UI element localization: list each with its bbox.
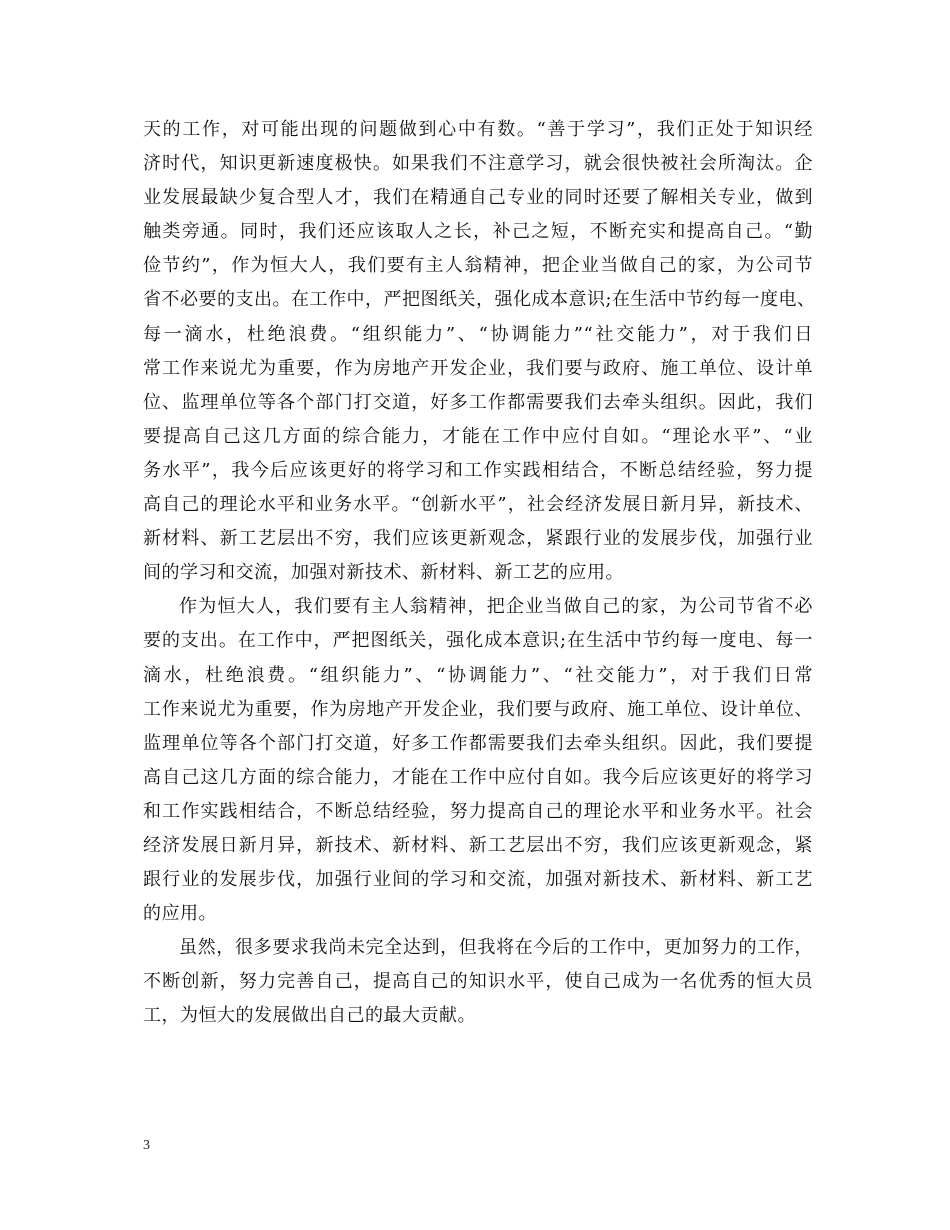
text-line: 的应用。 — [143, 903, 217, 925]
text-line: 监理单位等各个部门打交道，好多工作都需要我们去牵头组织。因此，我们要提 — [143, 732, 813, 754]
paragraph — [143, 931, 813, 1033]
text-line: 常工作来说尤为重要，作为房地产开发企业，我们要与政府、施工单位、设计单 — [143, 357, 813, 379]
paragraph — [143, 590, 813, 931]
text-line: 要提高自己这几方面的综合能力，才能在工作中应付自如。“理论水平”、“业 — [143, 425, 813, 447]
text-line: 虽然，很多要求我尚未完全达到，但我将在今后的工作中，更加努力的工作， — [179, 937, 813, 959]
text-line: 务水平”，我今后应该更好的将学习和工作实践相结合，不断总结经验，努力提 — [143, 459, 813, 481]
text-line: 高自己的理论水平和业务水平。“创新水平”，社会经济发展日新月异，新技术、 — [143, 494, 813, 516]
paragraph — [143, 113, 816, 590]
text-line: 高自己这几方面的综合能力，才能在工作中应付自如。我今后应该更好的将学习 — [143, 766, 813, 788]
text-line: 每一滴水，杜绝浪费。“组织能力”、“协调能力”“社交能力”，对于我们日 — [143, 323, 813, 345]
text-line: 和工作实践相结合，不断总结经验，努力提高自己的理论水平和业务水平。社会 — [143, 800, 813, 822]
text-line: 工，为恒大的发展做出自己的最大贡献。 — [143, 1005, 476, 1027]
text-line: 济时代，知识更新速度极快。如果我们不注意学习，就会很快被社会所淘汰。企 — [143, 153, 813, 175]
text-line: 新材料、新工艺层出不穷，我们应该更新观念，紧跟行业的发展步伐，加强行业 — [143, 528, 813, 550]
text-line: 工作来说尤为重要，作为房地产开发企业，我们要与政府、施工单位、设计单位、 — [143, 698, 813, 720]
text-line: 跟行业的发展步伐，加强行业间的学习和交流，加强对新技术、新材料、新工艺 — [143, 869, 813, 891]
text-line: 天的工作，对可能出现的问题做到心中有数。“善于学习”，我们正处于知识经 — [143, 119, 813, 140]
text-line: 要的支出。在工作中，严把图纸关，强化成本意识;在生活中节约每一度电、每一 — [143, 630, 813, 652]
page-number: 3 — [143, 1138, 150, 1153]
text-line: 经济发展日新月异，新技术、新材料、新工艺层出不穷，我们应该更新观念，紧 — [143, 834, 813, 856]
text-line: 触类旁通。同时，我们还应该取人之长，补己之短，不断充实和提高自己。“勤 — [143, 221, 813, 243]
text-line: 位、监理单位等各个部门打交道，好多工作都需要我们去牵头组织。因此，我们 — [143, 391, 813, 413]
text-line: 省不必要的支出。在工作中，严把图纸关，强化成本意识;在生活中节约每一度电、 — [143, 289, 816, 311]
document-body — [143, 113, 816, 1034]
text-line: 业发展最缺少复合型人才，我们在精通自己专业的同时还要了解相关专业，做到 — [143, 187, 813, 209]
text-line: 滴水，杜绝浪费。“组织能力”、“协调能力”、“社交能力”，对于我们日常 — [143, 664, 813, 686]
text-line: 作为恒大人，我们要有主人翁精神，把企业当做自己的家，为公司节省不必 — [179, 596, 813, 618]
text-line: 不断创新，努力完善自己，提高自己的知识水平，使自己成为一名优秀的恒大员 — [143, 971, 813, 993]
text-line: 间的学习和交流，加强对新技术、新材料、新工艺的应用。 — [143, 562, 624, 584]
text-line: 俭节约”，作为恒大人，我们要有主人翁精神，把企业当做自己的家，为公司节 — [143, 255, 813, 277]
